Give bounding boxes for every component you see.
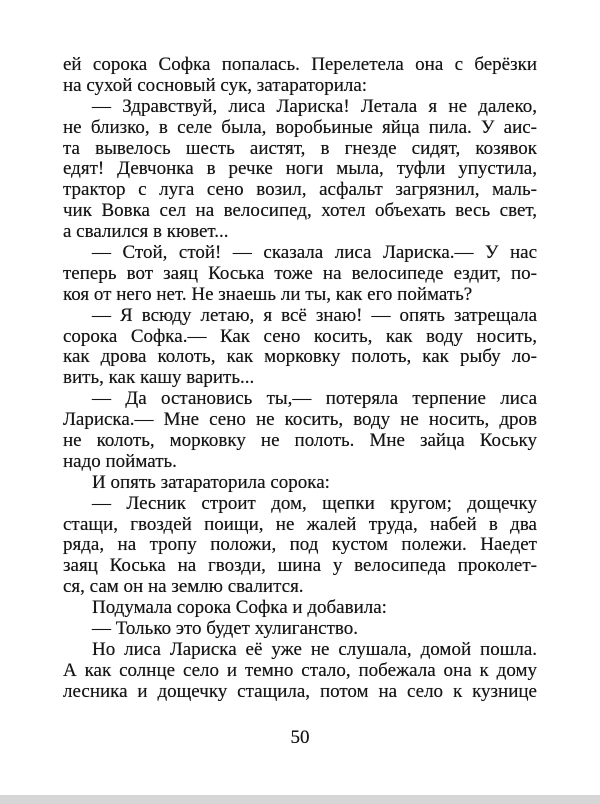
text-line: заяц Коська на гвозди, шина у велосипеда проколет- bbox=[63, 555, 537, 577]
text-line: теперь вот заяц Коська тоже на велосипеде ездит, по- bbox=[63, 262, 537, 284]
text-line: коя от него нет. Не знаешь ли ты, как его поймать? bbox=[63, 283, 473, 305]
text-line: лесника и дощечку стащила, потом на село к кузнице bbox=[63, 680, 537, 702]
text-line: — Здравствуй, лиса Лариска! Летала я не далеко, bbox=[92, 95, 537, 117]
text-line: едят! Девчонка в речке ноги мыла, туфли упустила, bbox=[63, 158, 537, 180]
text-line: вить, как кашу варить... bbox=[63, 367, 255, 389]
text-line: — Да остановись ты,— потеряла терпение лиса bbox=[92, 388, 537, 410]
text-line: Подумала сорока Софка и добавила: bbox=[92, 597, 387, 619]
text-line: чик Вовка сел на велосипед, хотел объехать весь свет, bbox=[63, 200, 537, 222]
text-line: И опять затараторила сорока: bbox=[92, 471, 330, 493]
page-body-text bbox=[63, 55, 537, 703]
text-line: не близко, в селе была, воробьиные яйца пила. У аис- bbox=[63, 116, 537, 138]
text-line: та вывелось шесть аистят, в гнезде сидят, козявок bbox=[63, 137, 537, 159]
text-line: ся, сам он на землю свалится. bbox=[63, 576, 304, 598]
text-line: — Стой, стой! — сказала лиса Лариска.— У нас bbox=[92, 242, 537, 264]
text-line: трактор с луга сено возил, асфальт загрязнил, маль- bbox=[63, 179, 537, 201]
text-line: — Лесник строит дом, щепки кругом; дощечку bbox=[92, 492, 537, 514]
text-line: сорока Софка.— Как сено косить, как воду носить, bbox=[63, 325, 537, 347]
page-number: 50 bbox=[290, 727, 310, 748]
text-line: — Я всюду летаю, я всё знаю! — опять затрещала bbox=[92, 304, 537, 326]
text-line: как дрова колоть, как морковку полоть, как рыбу ло- bbox=[63, 346, 537, 368]
text-line: А как солнце село и темно стало, побежала она к дому bbox=[63, 659, 537, 681]
text-line: а свалился в кювет... bbox=[63, 221, 229, 243]
scan-edge bbox=[0, 795, 600, 804]
text-line: Но лиса Лариска её уже не слушала, домой пошла. bbox=[92, 638, 537, 660]
text-line: не колоть, морковку не полоть. Мне зайца Коську bbox=[63, 430, 537, 452]
text-line: на сухой сосновый сук, затараторила: bbox=[63, 74, 368, 96]
text-line: — Только это будет хулиганство. bbox=[92, 618, 359, 640]
text-line: Лариска.— Мне сено не косить, воду не носить, дров bbox=[63, 409, 537, 431]
text-line: ряда, на тропу положи, под кустом полежи. Наедет bbox=[63, 534, 537, 556]
text-line: надо поймать. bbox=[63, 450, 177, 472]
text-line: стащи, гвоздей поищи, не жалей труда, набей в два bbox=[63, 513, 537, 535]
text-line: ей сорока Софка попалась. Перелетела она с берёзки bbox=[63, 54, 537, 75]
